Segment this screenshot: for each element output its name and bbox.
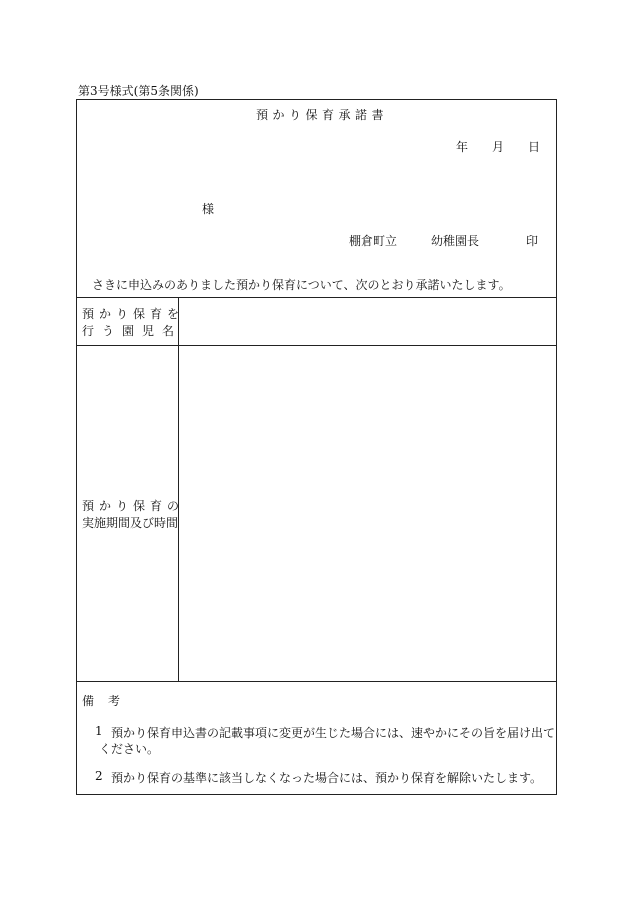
date-line — [456, 138, 540, 155]
form-number: 第3号様式(第5条関係) — [78, 84, 199, 98]
notes-title: 備考 — [82, 694, 135, 708]
issuer-town: 棚倉町立 — [349, 234, 398, 248]
addressee-suffix: 様 — [202, 202, 215, 216]
column-divider — [178, 297, 179, 682]
note-1-number: 1 — [95, 724, 103, 738]
divider-child-name — [76, 345, 557, 346]
child-name-label-line1: 預かり保育を — [82, 307, 185, 321]
issuer-seal: 印 — [526, 234, 539, 248]
body-text: さきに申込みのありました預かり保育について、次のとおり承諾いたします。 — [92, 278, 511, 292]
document-title: 預かり保育承諾書 — [256, 108, 389, 122]
period-label-line2: 実施期間及び時間 — [82, 516, 179, 530]
note-2-text: 預かり保育の基準に該当しなくなった場合には、預かり保育を解除いたします。 — [111, 771, 543, 785]
note-1-text-line1: 預かり保育申込書の記載事項に変更が生じた場合には、速やかにその旨を届け出て — [111, 726, 556, 740]
date-month: 月 — [492, 140, 505, 154]
form-frame — [76, 99, 557, 795]
divider-period — [76, 681, 557, 682]
note-1-text-line2: ください。 — [99, 742, 160, 756]
child-name-label — [82, 306, 184, 340]
divider-header — [76, 297, 557, 298]
note-2-number: 2 — [95, 769, 103, 783]
period-label-line1: 預かり保育の — [82, 499, 185, 513]
date-year: 年 — [456, 140, 469, 154]
date-day: 日 — [528, 140, 541, 154]
issuer-line — [349, 232, 538, 249]
issuer-position: 幼稚園長 — [431, 234, 480, 248]
child-name-label-line2: 行う園児名 — [82, 324, 183, 338]
period-label — [82, 498, 184, 532]
